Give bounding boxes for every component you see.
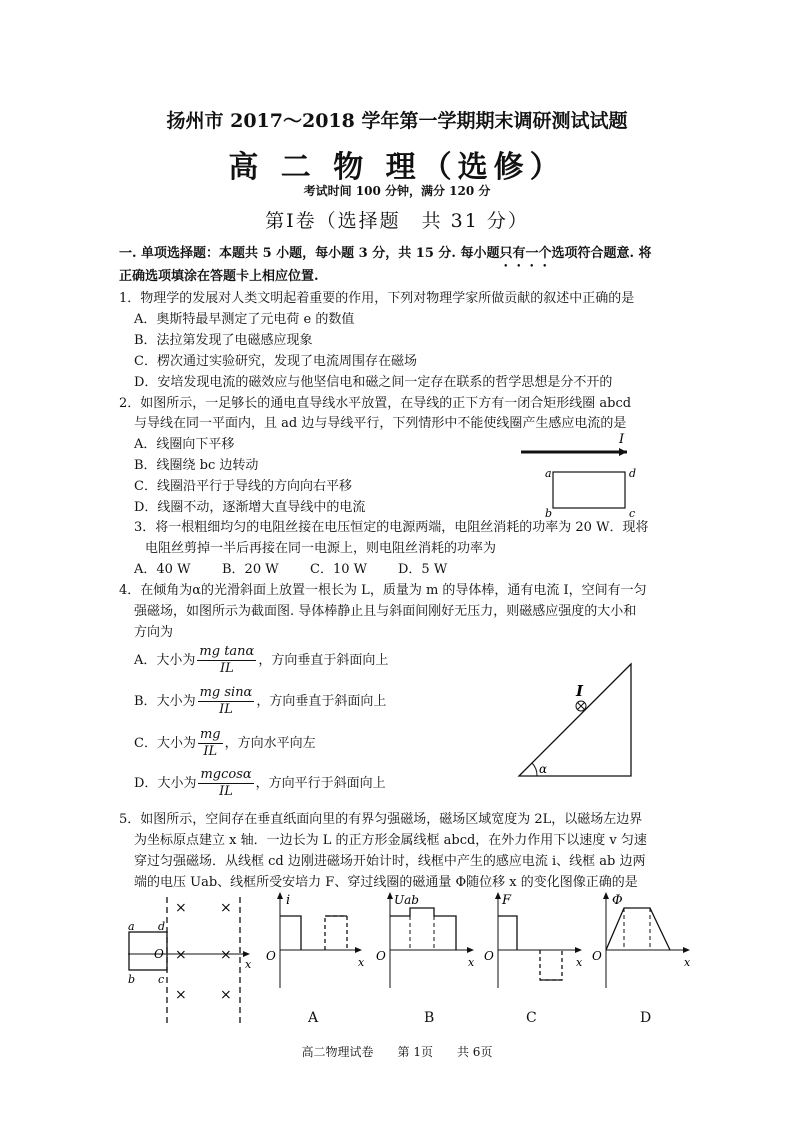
q4-stem-line2: 强磁场，如图所示为截面图. 导体棒静止且与斜面间刚好无压力，则磁感应强度的大小和 — [134, 604, 637, 619]
graph-label-b: B — [424, 1010, 435, 1026]
section-instructions-line2: 正确选项填涂在答题卡上相应位置. — [119, 269, 319, 284]
graph-label-c: C — [526, 1010, 537, 1026]
x-label: x — [468, 956, 475, 969]
axis-label: i — [286, 893, 291, 908]
x-label: x — [576, 956, 583, 969]
q1-option-c: C．楞次通过实验研究，发现了电流周围存在磁场 — [134, 354, 417, 369]
corner-c: c — [629, 507, 636, 520]
axis-label: Φ — [612, 893, 623, 908]
q5-stem-line3: 穿过匀强磁场．从线框 cd 边刚进磁场开始计时，线框中产生的感应电流 i、线框 ab 边两 — [134, 854, 646, 869]
current-label: I — [619, 432, 625, 447]
graph-line — [498, 916, 517, 950]
axis-label: F — [502, 893, 512, 908]
subject-title: 高 二 物 理（选修） — [228, 150, 566, 185]
current-arrow-icon — [619, 448, 627, 456]
q2-option-a: A．线圈向下平移 — [134, 437, 235, 452]
q1-option-a: A．奥斯特最早测定了元电荷 e 的数值 — [134, 312, 355, 327]
field-cross-icon: × — [175, 947, 187, 963]
q4-stem-line3: 方向为 — [134, 625, 174, 640]
q5-graph-a — [258, 888, 368, 998]
corner-b: b — [545, 507, 553, 520]
page-footer: 高二物理试卷 第 1页 共 6页 — [301, 1045, 493, 1059]
q1-stem: 1．物理学的发展对人类文明起着重要的作用，下列对物理学家所做贡献的叙述中正确的是 — [119, 291, 635, 306]
origin-label: O — [266, 949, 276, 963]
volume-title: 第Ⅰ卷（选择题 共 31 分） — [265, 210, 529, 232]
q4-option-a: A．大小为 $\frac{\text{mg tanα}}{IL}$ ，方向垂直于斜面向上 — [134, 644, 389, 676]
q3-option-a: A．40 W — [134, 562, 191, 577]
graph-line — [280, 916, 301, 950]
corner-b: b — [128, 973, 136, 986]
incline-triangle — [519, 664, 631, 776]
q3-option-b: B．20 W — [222, 562, 279, 577]
graph-line — [325, 916, 347, 950]
corner-a: a — [545, 467, 552, 480]
section-text-c: 选项符合题意. 将 — [551, 246, 652, 261]
q3-option-c: C．10 W — [310, 562, 367, 577]
graph-line — [390, 908, 456, 950]
field-cross-icon: × — [175, 987, 187, 1003]
exam-info: 考试时间 100 分钟，满分 120 分 — [303, 184, 491, 198]
coil-rectangle — [553, 472, 625, 508]
exam-title: 扬州市 2017～2018 学年第一学期期末调研测试试题 — [166, 110, 628, 132]
corner-a: a — [128, 920, 135, 933]
field-cross-icon: × — [220, 900, 232, 916]
fraction: $\frac{mg}{IL}$ — [199, 727, 221, 759]
origin-label: O — [376, 949, 386, 963]
q2-figure — [515, 430, 665, 520]
q3-option-d: D．5 W — [398, 562, 448, 577]
graph-line — [606, 908, 670, 950]
section-text-a: 一. 单项选择题：本题共 5 小题，每小题 3 分，共 15 分. 每小题 — [119, 246, 500, 261]
q3-stem-line2: 电阻丝剪掉一半后再接在同一电源上，则电阻丝消耗的功率为 — [145, 541, 497, 556]
q2-stem-line1: 2．如图所示，一足够长的通电直导线水平放置，在导线的正下方有一闭合矩形线圈 abcd — [119, 396, 632, 411]
corner-d: d — [158, 920, 166, 933]
q4-option-b: B．大小为 $\frac{\text{mg sinα}}{IL}$ ，方向垂直于斜面向上 — [134, 685, 387, 717]
axis-label: Uab — [394, 893, 419, 907]
field-cross-icon: × — [175, 900, 187, 916]
origin-label: O — [592, 949, 602, 963]
current-label: I — [576, 682, 584, 700]
fraction: $\frac{\text{mg tanα}}{IL}$ — [199, 644, 255, 676]
q2-stem-line2: 与导线在同一平面内，且 ad 边与导线平行，下列情形中不能使线圈产生感应电流的是 — [134, 416, 627, 431]
graph-label-d: D — [640, 1010, 652, 1026]
q5-graph-c — [480, 888, 590, 998]
q2-option-b: B．线圈绕 bc 边转动 — [134, 458, 259, 473]
angle-arc — [532, 763, 537, 776]
graph-label-a: A — [308, 1010, 319, 1026]
q2-option-d: D．线圈不动，逐渐增大直导线中的电流 — [134, 500, 366, 515]
q5-stem-line1: 5．如图所示，空间存在垂直纸面向里的有界匀强磁场，磁场区域宽度为 2L，以磁场左边界 — [119, 812, 643, 827]
emphasis-text: 只有一个 — [499, 246, 552, 261]
q2-option-c: C．线圈沿平行于导线的方向向右平移 — [134, 479, 352, 494]
corner-d: d — [629, 467, 637, 480]
q3-stem-line1: 3．将一根粗细均匀的电阻丝接在电压恒定的电源两端，电阻丝消耗的功率为 20 W．现将 — [134, 520, 649, 535]
graph-line — [540, 950, 562, 980]
x-label: x — [245, 958, 252, 971]
q1-option-b: B．法拉第发现了电磁感应现象 — [134, 333, 313, 348]
q4-option-d: D．大小为 $\frac{mgcos\alpha}{IL}$ ，方向平行于斜面向上 — [134, 767, 386, 799]
q5-graph-b — [372, 888, 482, 998]
q5-graph-d — [588, 888, 698, 998]
angle-label: α — [539, 762, 548, 776]
x-label: x — [684, 956, 691, 969]
x-label: x — [358, 956, 365, 969]
q5-stem-line4: 端的电压 Uab、线框所受安培力 F、穿过线圈的磁通量 Φ随位移 x 的变化图像正确的是 — [134, 875, 638, 890]
q4-figure — [515, 660, 640, 782]
origin-label: O — [484, 949, 494, 963]
origin-label: O — [154, 947, 164, 961]
corner-c: c — [158, 973, 165, 986]
q1-option-d: D．安培发现电流的磁效应与他坚信电和磁之间一定存在联系的哲学思想是分不开的 — [134, 375, 613, 390]
q4-option-c: C．大小为 $\frac{mg}{IL}$ ，方向水平向左 — [134, 727, 316, 759]
q4-stem-line1: 4．在倾角为α的光滑斜面上放置一根长为 L，质量为 m 的导体棒，通有电流 I，空间有一匀 — [119, 583, 647, 598]
fraction: $\frac{\text{mg sinα}}{IL}$ — [199, 685, 253, 717]
field-cross-icon: × — [220, 987, 232, 1003]
field-cross-icon: × — [220, 947, 232, 963]
fraction: $\frac{mgcos\alpha}{IL}$ — [200, 767, 252, 799]
q5-stem-line2: 为坐标原点建立 x 轴．一边长为 L 的正方形金属线框 abcd，在外力作用下以速度 v 匀速 — [134, 833, 647, 848]
q5-field-figure — [120, 895, 270, 1025]
